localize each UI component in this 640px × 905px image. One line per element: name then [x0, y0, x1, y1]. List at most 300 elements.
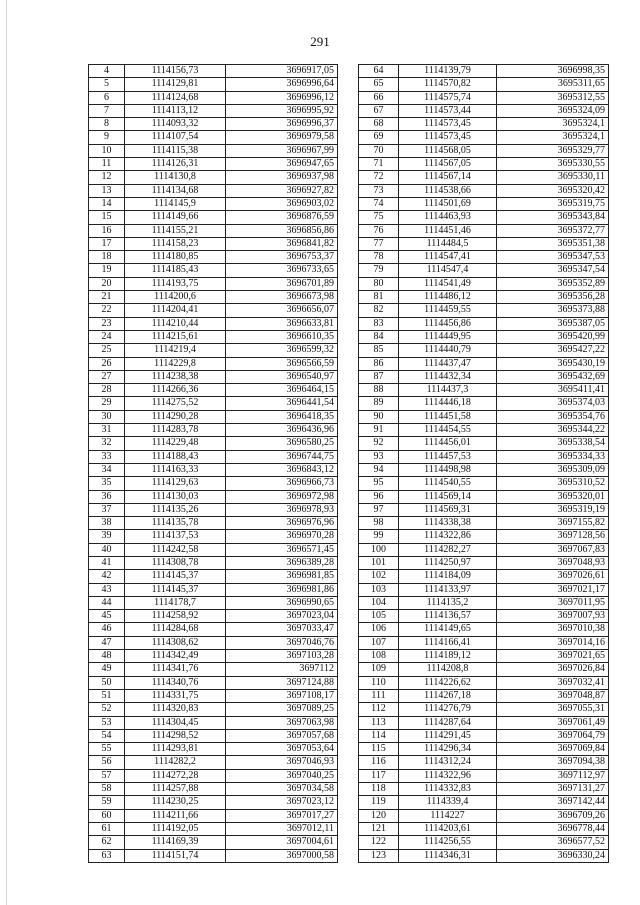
- y-coordinate: 3696967,99: [226, 144, 338, 157]
- table-row: [89, 65, 338, 78]
- point-number: 15: [89, 211, 125, 224]
- point-number: 105: [359, 610, 399, 623]
- y-coordinate: 3695319,75: [497, 197, 609, 210]
- table-row: [359, 543, 609, 556]
- x-coordinate: 1114308,78: [125, 556, 226, 569]
- y-coordinate: 3695320,42: [497, 184, 609, 197]
- y-coordinate: 3695411,41: [497, 384, 609, 397]
- table-row: [89, 543, 338, 556]
- point-number: 88: [359, 384, 399, 397]
- point-number: 20: [89, 277, 125, 290]
- point-number: 67: [359, 104, 399, 117]
- x-coordinate: 1114184,09: [399, 570, 497, 583]
- table-row: [359, 211, 609, 224]
- table-row: [89, 796, 338, 809]
- y-coordinate: 3697004,61: [226, 836, 338, 849]
- y-coordinate: 3695319,19: [497, 503, 609, 516]
- y-coordinate: 3697014,16: [497, 636, 609, 649]
- table-row: [89, 822, 338, 835]
- point-number: 61: [89, 822, 125, 835]
- point-number: 83: [359, 317, 399, 330]
- x-coordinate: 1114107,54: [125, 131, 226, 144]
- x-coordinate: 1114454,55: [399, 424, 497, 437]
- point-number: 100: [359, 543, 399, 556]
- x-coordinate: 1114275,52: [125, 397, 226, 410]
- point-number: 24: [89, 330, 125, 343]
- y-coordinate: 3696876,59: [226, 211, 338, 224]
- table-row: [89, 291, 338, 304]
- point-number: 42: [89, 570, 125, 583]
- y-coordinate: 3696577,52: [497, 836, 609, 849]
- point-number: 47: [89, 636, 125, 649]
- x-coordinate: 1114541,49: [399, 277, 497, 290]
- point-number: 112: [359, 703, 399, 716]
- point-number: 71: [359, 158, 399, 171]
- y-coordinate: 3696778,44: [497, 822, 609, 835]
- x-coordinate: 1114257,88: [125, 783, 226, 796]
- x-coordinate: 1114293,81: [125, 743, 226, 756]
- x-coordinate: 1114130,8: [125, 171, 226, 184]
- point-number: 29: [89, 397, 125, 410]
- x-coordinate: 1114340,76: [125, 676, 226, 689]
- table-row: [359, 251, 609, 264]
- y-coordinate: 3697048,93: [497, 556, 609, 569]
- x-coordinate: 1114219,4: [125, 344, 226, 357]
- x-coordinate: 1114298,52: [125, 729, 226, 742]
- x-coordinate: 1114137,53: [125, 530, 226, 543]
- x-coordinate: 1114573,45: [399, 131, 497, 144]
- x-coordinate: 1114437,3: [399, 384, 497, 397]
- y-coordinate: 3697064,79: [497, 729, 609, 742]
- table-row: [89, 849, 338, 862]
- point-number: 117: [359, 769, 399, 782]
- y-coordinate: 3695344,22: [497, 424, 609, 437]
- y-coordinate: 3697103,28: [226, 650, 338, 663]
- table-row: [89, 78, 338, 91]
- table-row: [89, 264, 338, 277]
- y-coordinate: 3695356,28: [497, 291, 609, 304]
- table-row: [359, 197, 609, 210]
- x-coordinate: 1114149,65: [399, 623, 497, 636]
- y-coordinate: 3697094,38: [497, 756, 609, 769]
- y-coordinate: 3695352,89: [497, 277, 609, 290]
- point-number: 93: [359, 450, 399, 463]
- table-row: [359, 822, 609, 835]
- x-coordinate: 1114456,01: [399, 437, 497, 450]
- point-number: 37: [89, 503, 125, 516]
- y-coordinate: 3696464,15: [226, 384, 338, 397]
- table-row: [359, 344, 609, 357]
- table-row: [359, 716, 609, 729]
- y-coordinate: 3696947,65: [226, 158, 338, 171]
- point-number: 65: [359, 78, 399, 91]
- x-coordinate: 1114230,25: [125, 796, 226, 809]
- point-number: 5: [89, 78, 125, 91]
- x-coordinate: 1114567,05: [399, 158, 497, 171]
- x-coordinate: 1114134,68: [125, 184, 226, 197]
- x-coordinate: 1114437,47: [399, 357, 497, 370]
- y-coordinate: 3696580,25: [226, 437, 338, 450]
- table-row: [89, 596, 338, 609]
- table-row: [89, 224, 338, 237]
- x-coordinate: 1114193,75: [125, 277, 226, 290]
- y-coordinate: 3697055,31: [497, 703, 609, 716]
- point-number: 26: [89, 357, 125, 370]
- y-coordinate: 3697011,95: [497, 596, 609, 609]
- point-number: 41: [89, 556, 125, 569]
- point-number: 69: [359, 131, 399, 144]
- x-coordinate: 1114124,68: [125, 91, 226, 104]
- point-number: 109: [359, 663, 399, 676]
- point-number: 111: [359, 689, 399, 702]
- y-coordinate: 3696540,97: [226, 370, 338, 383]
- y-coordinate: 3696917,05: [226, 65, 338, 78]
- point-number: 43: [89, 583, 125, 596]
- table-row: [359, 809, 609, 822]
- y-coordinate: 3696981,85: [226, 570, 338, 583]
- x-coordinate: 1114282,2: [125, 756, 226, 769]
- y-coordinate: 3696998,35: [497, 65, 609, 78]
- y-coordinate: 3697053,64: [226, 743, 338, 756]
- x-coordinate: 1114149,66: [125, 211, 226, 224]
- y-coordinate: 3695338,54: [497, 437, 609, 450]
- x-coordinate: 1114322,96: [399, 769, 497, 782]
- x-coordinate: 1114575,74: [399, 91, 497, 104]
- x-coordinate: 1114304,45: [125, 716, 226, 729]
- point-number: 19: [89, 264, 125, 277]
- y-coordinate: 3695329,77: [497, 144, 609, 157]
- x-coordinate: 1114331,75: [125, 689, 226, 702]
- y-coordinate: 3695427,22: [497, 344, 609, 357]
- x-coordinate: 1114486,12: [399, 291, 497, 304]
- y-coordinate: 3695320,01: [497, 490, 609, 503]
- table-row: [359, 650, 609, 663]
- table-row: [89, 583, 338, 596]
- x-coordinate: 1114573,44: [399, 104, 497, 117]
- y-coordinate: 3697155,82: [497, 517, 609, 530]
- point-number: 22: [89, 304, 125, 317]
- x-coordinate: 1114242,58: [125, 543, 226, 556]
- point-number: 85: [359, 344, 399, 357]
- point-number: 54: [89, 729, 125, 742]
- x-coordinate: 1114145,37: [125, 583, 226, 596]
- table-row: [359, 158, 609, 171]
- x-coordinate: 1114145,37: [125, 570, 226, 583]
- x-coordinate: 1114215,61: [125, 330, 226, 343]
- point-number: 50: [89, 676, 125, 689]
- x-coordinate: 1114272,28: [125, 769, 226, 782]
- point-number: 44: [89, 596, 125, 609]
- x-coordinate: 1114204,41: [125, 304, 226, 317]
- point-number: 90: [359, 410, 399, 423]
- table-row: [359, 144, 609, 157]
- coordinates-table-left: [88, 64, 338, 863]
- y-coordinate: 3697000,58: [226, 849, 338, 862]
- table-row: [359, 530, 609, 543]
- x-coordinate: 1114308,62: [125, 636, 226, 649]
- x-coordinate: 1114208,8: [399, 663, 497, 676]
- y-coordinate: 3695347,54: [497, 264, 609, 277]
- point-number: 70: [359, 144, 399, 157]
- point-number: 16: [89, 224, 125, 237]
- table-row: [89, 570, 338, 583]
- y-coordinate: 3697032,41: [497, 676, 609, 689]
- y-coordinate: 3695311,65: [497, 78, 609, 91]
- point-number: 57: [89, 769, 125, 782]
- coordinates-table-right: [358, 64, 609, 863]
- table-row: [89, 716, 338, 729]
- x-coordinate: 1114446,18: [399, 397, 497, 410]
- point-number: 46: [89, 623, 125, 636]
- point-number: 121: [359, 822, 399, 835]
- point-number: 9: [89, 131, 125, 144]
- table-row: [89, 463, 338, 476]
- point-number: 33: [89, 450, 125, 463]
- y-coordinate: 3697021,17: [497, 583, 609, 596]
- x-coordinate: 1114163,33: [125, 463, 226, 476]
- point-number: 102: [359, 570, 399, 583]
- y-coordinate: 3697112: [226, 663, 338, 676]
- point-number: 94: [359, 463, 399, 476]
- y-coordinate: 3695432,69: [497, 370, 609, 383]
- x-coordinate: 1114456,86: [399, 317, 497, 330]
- point-number: 64: [359, 65, 399, 78]
- x-coordinate: 1114332,83: [399, 783, 497, 796]
- y-coordinate: 3696733,65: [226, 264, 338, 277]
- table-row: [89, 330, 338, 343]
- point-number: 6: [89, 91, 125, 104]
- y-coordinate: 3697046,76: [226, 636, 338, 649]
- y-coordinate: 3697142,44: [497, 796, 609, 809]
- x-coordinate: 1114498,98: [399, 463, 497, 476]
- point-number: 48: [89, 650, 125, 663]
- table-row: [359, 517, 609, 530]
- x-coordinate: 1114229,8: [125, 357, 226, 370]
- x-coordinate: 1114457,53: [399, 450, 497, 463]
- x-coordinate: 1114573,45: [399, 118, 497, 131]
- y-coordinate: 3697131,27: [497, 783, 609, 796]
- x-coordinate: 1114432,34: [399, 370, 497, 383]
- x-coordinate: 1114547,41: [399, 251, 497, 264]
- point-number: 79: [359, 264, 399, 277]
- point-number: 23: [89, 317, 125, 330]
- y-coordinate: 3697026,61: [497, 570, 609, 583]
- point-number: 60: [89, 809, 125, 822]
- x-coordinate: 1114569,14: [399, 490, 497, 503]
- point-number: 52: [89, 703, 125, 716]
- x-coordinate: 1114501,69: [399, 197, 497, 210]
- point-number: 25: [89, 344, 125, 357]
- table-row: [359, 397, 609, 410]
- y-coordinate: 3697112,97: [497, 769, 609, 782]
- table-row: [359, 596, 609, 609]
- y-coordinate: 3696996,12: [226, 91, 338, 104]
- table-row: [359, 264, 609, 277]
- y-coordinate: 3697040,25: [226, 769, 338, 782]
- table-row: [359, 703, 609, 716]
- y-coordinate: 3697128,56: [497, 530, 609, 543]
- y-coordinate: 3695354,76: [497, 410, 609, 423]
- table-row: [359, 437, 609, 450]
- table-row: [89, 370, 338, 383]
- x-coordinate: 1114135,2: [399, 596, 497, 609]
- y-coordinate: 3696843,12: [226, 463, 338, 476]
- x-coordinate: 1114129,81: [125, 78, 226, 91]
- table-row: [89, 783, 338, 796]
- y-coordinate: 3697067,83: [497, 543, 609, 556]
- x-coordinate: 1114169,39: [125, 836, 226, 849]
- point-number: 30: [89, 410, 125, 423]
- table-row: [359, 304, 609, 317]
- table-row: [89, 703, 338, 716]
- table-row: [89, 636, 338, 649]
- y-coordinate: 3697069,84: [497, 743, 609, 756]
- table-row: [89, 277, 338, 290]
- point-number: 114: [359, 729, 399, 742]
- point-number: 106: [359, 623, 399, 636]
- point-number: 10: [89, 144, 125, 157]
- y-coordinate: 3695309,09: [497, 463, 609, 476]
- table-row: [359, 317, 609, 330]
- table-row: [89, 490, 338, 503]
- y-coordinate: 3696990,65: [226, 596, 338, 609]
- point-number: 72: [359, 171, 399, 184]
- y-coordinate: 3696972,98: [226, 490, 338, 503]
- point-number: 115: [359, 743, 399, 756]
- y-coordinate: 3696996,37: [226, 118, 338, 131]
- page-edge-line: [6, 0, 7, 905]
- table-row: [89, 384, 338, 397]
- table-row: [89, 756, 338, 769]
- y-coordinate: 3695373,88: [497, 304, 609, 317]
- point-number: 59: [89, 796, 125, 809]
- point-number: 75: [359, 211, 399, 224]
- table-row: [359, 330, 609, 343]
- x-coordinate: 1114547,4: [399, 264, 497, 277]
- x-coordinate: 1114151,74: [125, 849, 226, 862]
- point-number: 108: [359, 650, 399, 663]
- point-number: 28: [89, 384, 125, 397]
- x-coordinate: 1114567,14: [399, 171, 497, 184]
- x-coordinate: 1114180,85: [125, 251, 226, 264]
- point-number: 62: [89, 836, 125, 849]
- x-coordinate: 1114267,18: [399, 689, 497, 702]
- x-coordinate: 1114226,62: [399, 676, 497, 689]
- y-coordinate: 3697023,12: [226, 796, 338, 809]
- table-row: [359, 836, 609, 849]
- point-number: 36: [89, 490, 125, 503]
- x-coordinate: 1114126,31: [125, 158, 226, 171]
- y-coordinate: 3696610,35: [226, 330, 338, 343]
- x-coordinate: 1114440,79: [399, 344, 497, 357]
- x-coordinate: 1114136,57: [399, 610, 497, 623]
- x-coordinate: 1114158,23: [125, 237, 226, 250]
- point-number: 45: [89, 610, 125, 623]
- point-number: 49: [89, 663, 125, 676]
- point-number: 78: [359, 251, 399, 264]
- table-row: [89, 410, 338, 423]
- table-row: [89, 517, 338, 530]
- point-number: 35: [89, 477, 125, 490]
- table-row: [89, 131, 338, 144]
- x-coordinate: 1114266,36: [125, 384, 226, 397]
- y-coordinate: 3696976,96: [226, 517, 338, 530]
- y-coordinate: 3697046,93: [226, 756, 338, 769]
- x-coordinate: 1114145,9: [125, 197, 226, 210]
- x-coordinate: 1114312,24: [399, 756, 497, 769]
- y-coordinate: 3697057,68: [226, 729, 338, 742]
- y-coordinate: 3696599,32: [226, 344, 338, 357]
- x-coordinate: 1114341,76: [125, 663, 226, 676]
- x-coordinate: 1114256,55: [399, 836, 497, 849]
- y-coordinate: 3696903,02: [226, 197, 338, 210]
- table-row: [89, 450, 338, 463]
- table-row: [359, 410, 609, 423]
- point-number: 87: [359, 370, 399, 383]
- y-coordinate: 3696995,92: [226, 104, 338, 117]
- x-coordinate: 1114133,97: [399, 583, 497, 596]
- x-coordinate: 1114287,64: [399, 716, 497, 729]
- table-row: [89, 197, 338, 210]
- y-coordinate: 3696856,86: [226, 224, 338, 237]
- x-coordinate: 1114229,48: [125, 437, 226, 450]
- point-number: 68: [359, 118, 399, 131]
- y-coordinate: 3696981,86: [226, 583, 338, 596]
- point-number: 110: [359, 676, 399, 689]
- table-row: [359, 783, 609, 796]
- point-number: 104: [359, 596, 399, 609]
- point-number: 58: [89, 783, 125, 796]
- x-coordinate: 1114538,66: [399, 184, 497, 197]
- x-coordinate: 1114570,82: [399, 78, 497, 91]
- x-coordinate: 1114569,31: [399, 503, 497, 516]
- table-row: [359, 849, 609, 862]
- y-coordinate: 3695312,55: [497, 91, 609, 104]
- table-row: [89, 729, 338, 742]
- table-row: [359, 556, 609, 569]
- table-row: [359, 384, 609, 397]
- x-coordinate: 1114130,03: [125, 490, 226, 503]
- table-row: [89, 104, 338, 117]
- point-number: 82: [359, 304, 399, 317]
- table-row: [89, 689, 338, 702]
- x-coordinate: 1114178,7: [125, 596, 226, 609]
- table-row: [359, 636, 609, 649]
- point-number: 101: [359, 556, 399, 569]
- table-row: [359, 370, 609, 383]
- point-number: 7: [89, 104, 125, 117]
- table-row: [89, 211, 338, 224]
- y-coordinate: 3696841,82: [226, 237, 338, 250]
- y-coordinate: 3697063,98: [226, 716, 338, 729]
- x-coordinate: 1114320,83: [125, 703, 226, 716]
- table-row: [359, 477, 609, 490]
- table-row: [359, 357, 609, 370]
- table-row: [359, 463, 609, 476]
- table-row: [89, 237, 338, 250]
- x-coordinate: 1114093,32: [125, 118, 226, 131]
- table-row: [89, 663, 338, 676]
- point-number: 103: [359, 583, 399, 596]
- y-coordinate: 3695430,19: [497, 357, 609, 370]
- y-coordinate: 3697007,93: [497, 610, 609, 623]
- table-row: [359, 224, 609, 237]
- y-coordinate: 3696996,64: [226, 78, 338, 91]
- table-row: [359, 583, 609, 596]
- y-coordinate: 3695374,03: [497, 397, 609, 410]
- table-row: [359, 610, 609, 623]
- x-coordinate: 1114451,46: [399, 224, 497, 237]
